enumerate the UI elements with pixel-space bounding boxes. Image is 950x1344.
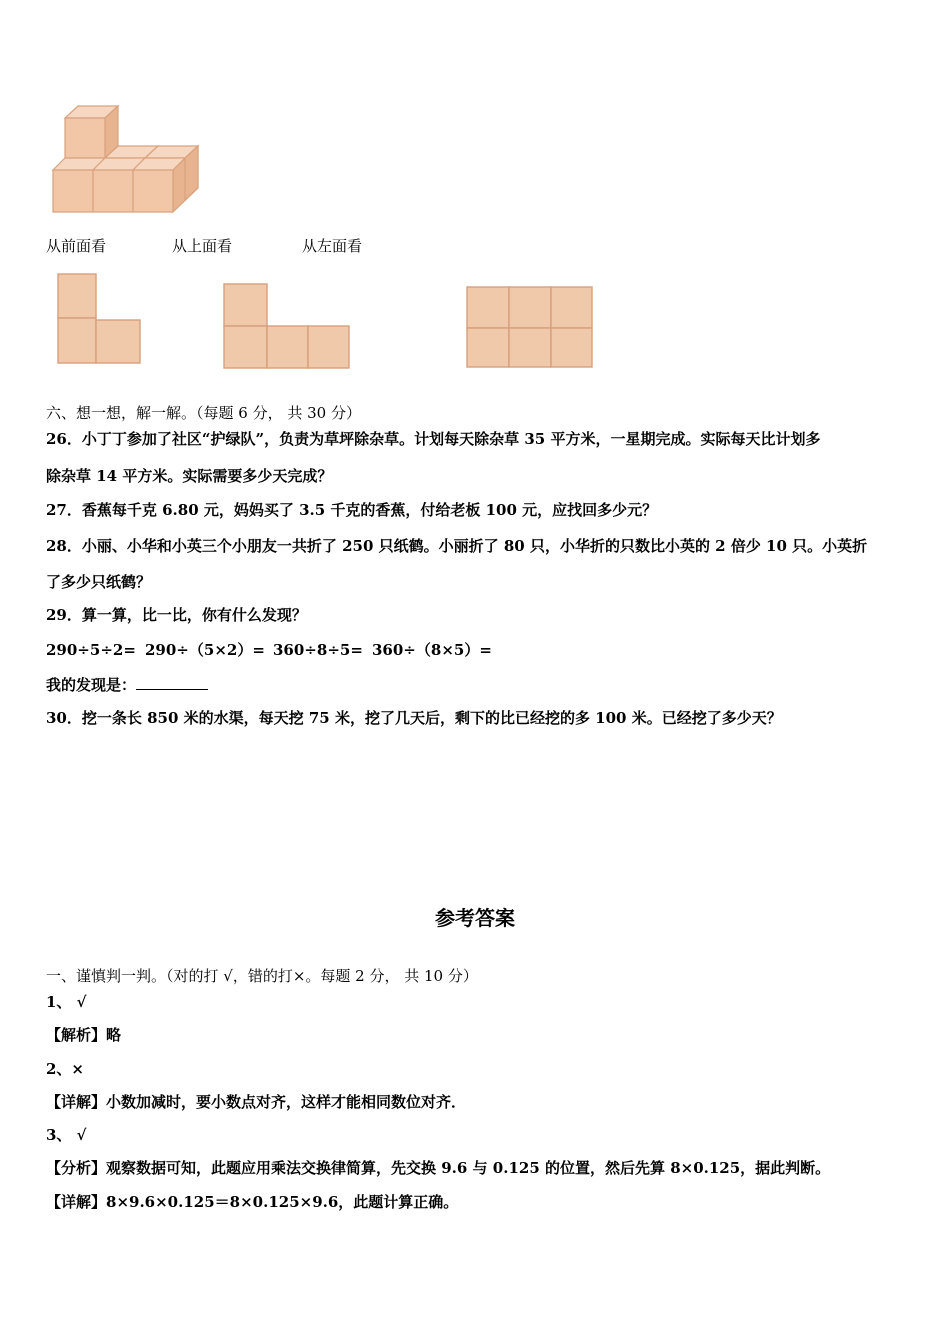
answers-section1-heading: 一、谨慎判一判。（对的打 √，错的打×。每题 2 分， 共 10 分） (46, 967, 478, 985)
question-30: 30．挖一条长 850 米的水渠，每天挖 75 米，挖了几天后，剩下的比已经挖的多 100 米。已经挖了多少天？ (46, 709, 782, 727)
analysis-text: 略 (106, 1026, 122, 1044)
answer-3-detail (46, 1192, 458, 1212)
q29-expression-4: 360÷（8×5）= (372, 641, 492, 659)
left-view-figure (465, 285, 597, 371)
q29-expression-1: 290÷5÷2= (46, 641, 136, 659)
detail-label: 【详解】 (46, 1093, 107, 1111)
answer-3-analysis (46, 1158, 830, 1178)
analysis-label: 【分析】 (46, 1159, 107, 1177)
cube-stack-figure (48, 100, 208, 218)
view-label-top: 从上面看 (172, 237, 233, 255)
view-label-left: 从左面看 (302, 237, 363, 255)
front-view-figure (56, 272, 144, 368)
question-29: 29．算一算，比一比，你有什么发现？ (46, 606, 307, 624)
question-27: 27．香蕉每千克 6.80 元，妈妈买了 3.5 千克的香蕉，付给老板 100 元，应找回多少元？ (46, 501, 658, 519)
analysis-text: 观察数据可知，此题应用乘法交换律简算，先交换 9.6 与 0.125 的位置，然后先算 8×0.125，据此判断。 (106, 1159, 831, 1177)
detail-text: 小数加减时，要小数点对齐，这样才能相同数位对齐． (106, 1093, 467, 1111)
question-28-line2: 了多少只纸鹤？ (46, 573, 152, 591)
question-28-line1: 28．小丽、小华和小英三个小朋友一共折了 250 只纸鹤。小丽折了 80 只，小华折的只数比小英的 2 倍少 10 只。小英折 (46, 537, 868, 555)
view-label-front: 从前面看 (46, 237, 107, 255)
answer-2: 2、× (46, 1060, 85, 1078)
analysis-label: 【解析】 (46, 1026, 107, 1044)
answer-3: 3、 √ (46, 1126, 87, 1144)
answer-2-explanation (46, 1092, 466, 1112)
answer-1-explanation (46, 1025, 121, 1045)
answer-1: 1、 √ (46, 993, 87, 1011)
q29-expression-3: 360÷8÷5= (273, 641, 363, 659)
q29-finding-label: 我的发现是： (46, 676, 137, 694)
question-26-line2: 除杂草 14 平方米。实际需要多少天完成？ (46, 467, 333, 485)
detail-label: 【详解】 (46, 1193, 107, 1211)
top-view-figure (222, 282, 354, 370)
q29-expression-2: 290÷（5×2）= (145, 641, 265, 659)
question-26-line1: 26．小丁丁参加了社区“护绿队”，负责为草坪除杂草。计划每天除杂草 35 平方米，一星期完成。实际每天比计划多 (46, 430, 821, 448)
detail-text: 8×9.6×0.125＝8×0.125×9.6，此题计算正确。 (106, 1193, 459, 1211)
q29-finding (46, 675, 208, 695)
answer-blank[interactable] (136, 675, 208, 690)
answers-title: 参考答案 (435, 906, 515, 930)
section6-heading: 六、想一想，解一解。（每题 6 分， 共 30 分） (46, 404, 361, 422)
